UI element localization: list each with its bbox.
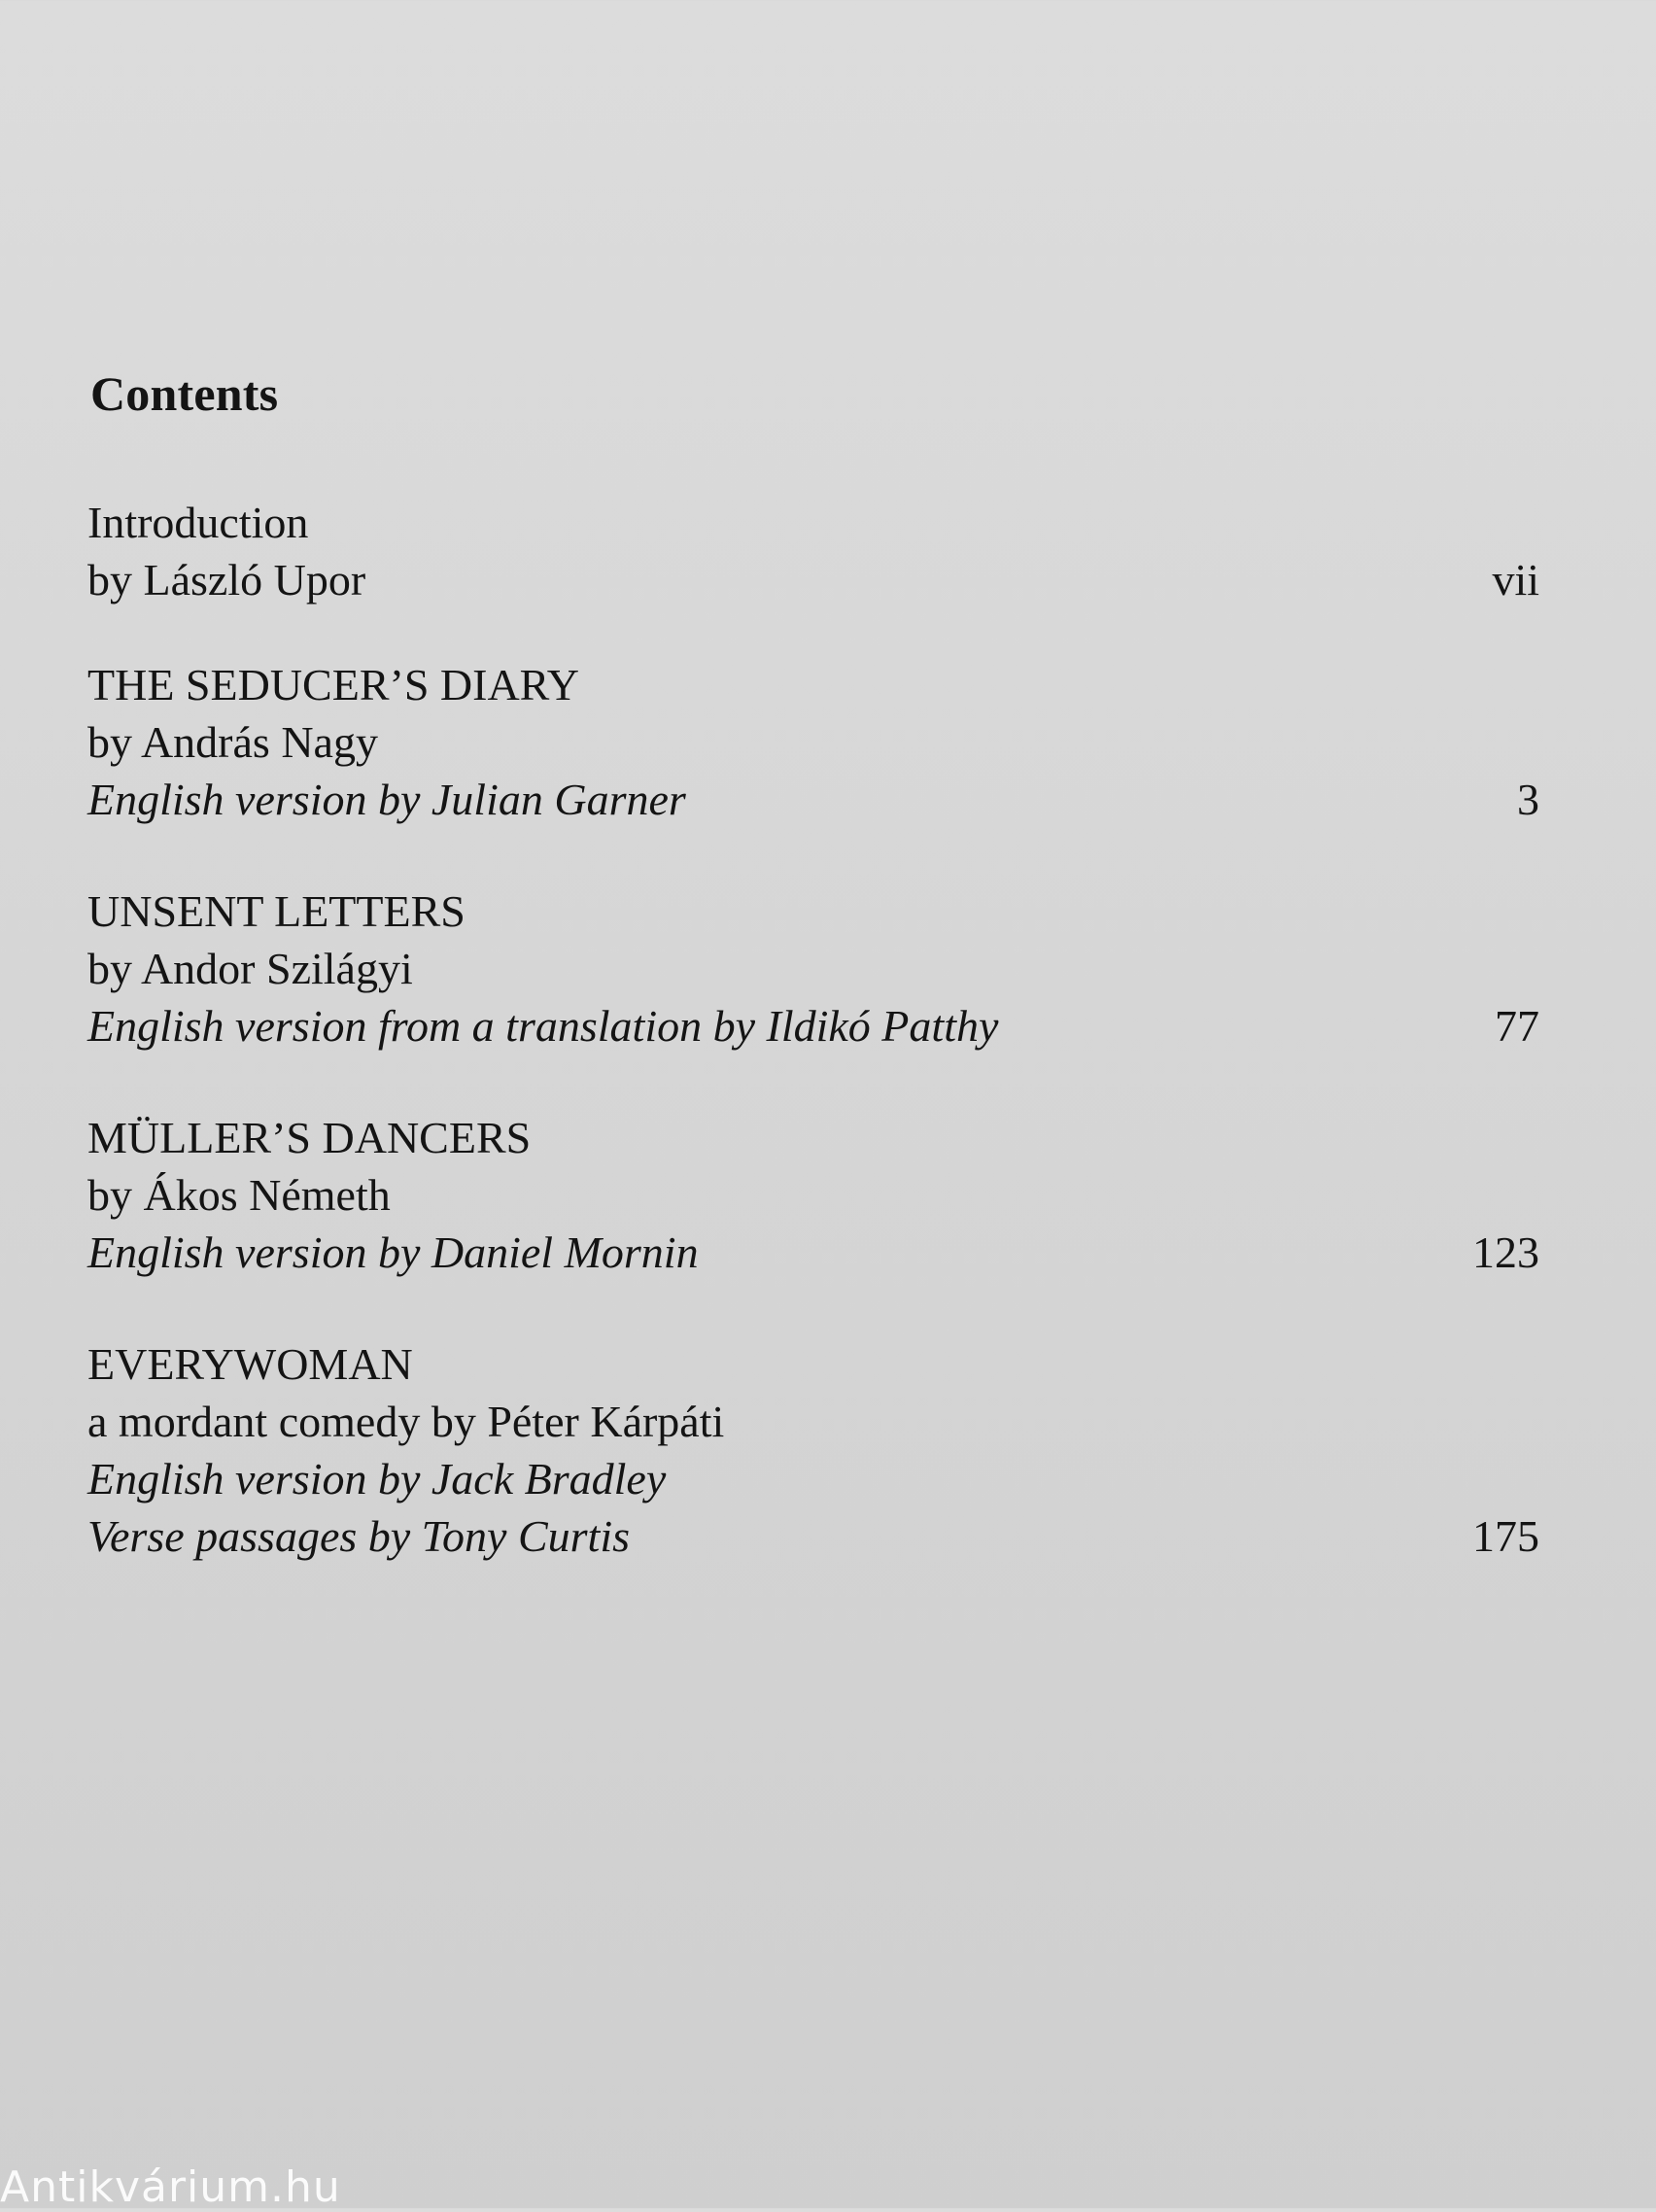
entry-credit: English version by Jack Bradley bbox=[87, 1454, 667, 1503]
entry-page-number: vii bbox=[1492, 555, 1539, 605]
entry-byline: a mordant comedy by Péter Kárpáti bbox=[87, 1397, 725, 1446]
entry-credit: English version by Daniel Mornin bbox=[87, 1227, 699, 1277]
entry-title: THE SEDUCER’S DIARY bbox=[87, 660, 580, 709]
toc-entry-introduction bbox=[87, 494, 1539, 608]
entry-page-number: 77 bbox=[1495, 1001, 1539, 1051]
entry-page-number: 3 bbox=[1517, 775, 1539, 824]
page-title: Contents bbox=[90, 366, 279, 421]
entry-title: Introduction bbox=[87, 498, 309, 547]
entry-page-number: 123 bbox=[1472, 1227, 1539, 1277]
entry-credit: English version by Julian Garner bbox=[87, 775, 686, 824]
entry-credit-verse: Verse passages by Tony Curtis bbox=[87, 1511, 630, 1561]
toc-entry-everywoman bbox=[87, 1335, 1539, 1565]
entry-title: EVERYWOMAN bbox=[87, 1339, 413, 1389]
watermark: Antikvárium.hu bbox=[0, 2162, 341, 2212]
entry-page-number: 175 bbox=[1472, 1511, 1539, 1561]
entry-credit: English version from a translation by Ildikó Patthy bbox=[87, 1001, 999, 1051]
entry-title: MÜLLER’S DANCERS bbox=[87, 1113, 532, 1162]
entry-title: UNSENT LETTERS bbox=[87, 886, 466, 936]
toc-entry-seducers-diary bbox=[87, 656, 1539, 828]
entry-byline: by András Nagy bbox=[87, 717, 378, 767]
toc-entry-unsent-letters bbox=[87, 882, 1539, 1054]
toc-entry-mullers-dancers bbox=[87, 1109, 1539, 1281]
entry-byline: by László Upor bbox=[87, 555, 366, 605]
entry-byline: by Andor Szilágyi bbox=[87, 944, 413, 993]
entry-byline: by Ákos Németh bbox=[87, 1170, 391, 1220]
